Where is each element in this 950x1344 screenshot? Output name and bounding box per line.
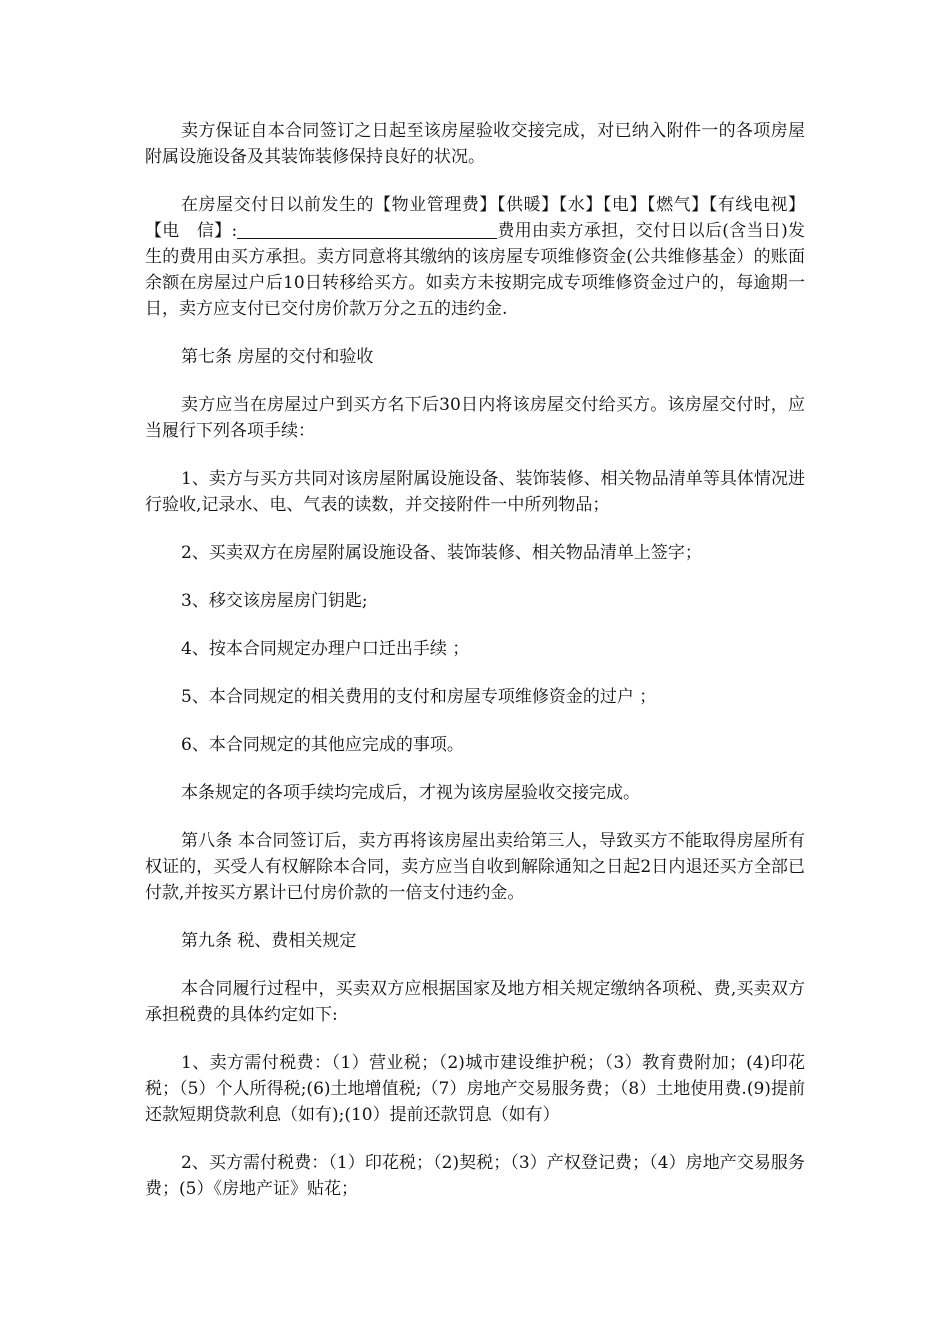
paragraph-fee-allocation xyxy=(145,192,805,322)
article-7-heading: 第七条 房屋的交付和验收 xyxy=(181,347,374,367)
paragraph-maintenance-guarantee: 卖方保证自本合同签订之日起至该房屋验收交接完成，对已纳入附件一的各项房屋附属设施设备及其装饰装修保持良好的状况。 xyxy=(145,121,805,167)
fee-allocation-lead: 在房屋交付日以前发生的【物业管理费】【供暖】【水】【电】【燃气】【有线电视】【电 信】: xyxy=(145,195,805,241)
list-item: 4、按本合同规定办理户口迁出手续 ； xyxy=(181,639,470,659)
paragraph-delivery-terms: 卖方应当在房屋过户到买方名下后30日内将该房屋交付给买方。该房屋交付时，应当履行下列各项手续： xyxy=(145,395,805,441)
article-9-heading: 第九条 税、费相关规定 xyxy=(181,931,357,951)
list-item: 5、本合同规定的相关费用的支付和房屋专项维修资金的过户 ； xyxy=(181,687,657,707)
list-item: 2、买卖双方在房屋附属设施设备、装饰装修、相关物品清单上签字； xyxy=(181,543,702,563)
list-item: 1、卖方与买方共同对该房屋附属设施设备、装饰装修、相关物品清单等具体情况进行验收,记录水、电、气表的读数，并交接附件一中所列物品； xyxy=(145,469,805,515)
document-page xyxy=(145,118,805,1224)
buyer-tax-list: 2、买方需付税费：（1）印花税；（2)契税；（3）产权登记费；（4）房地产交易服务费；(5）《房地产证》贴花； xyxy=(145,1153,805,1199)
fill-in-blank xyxy=(237,220,497,239)
list-item: 3、移交该房屋房门钥匙; xyxy=(181,591,368,611)
article-8-paragraph: 第八条 本合同签订后，卖方再将该房屋出卖给第三人，导致买方不能取得房屋所有权证的，买受人有权解除本合同，卖方应当自收到解除通知之日起2日内退还买方全部已付款,并按买方累计已付房价款的一倍支付违约金。 xyxy=(145,831,805,903)
list-item: 6、本合同规定的其他应完成的事项。 xyxy=(181,735,464,755)
fee-allocation-rest: 费用由卖方承担，交付日以后(含当日)发生的费用由买方承担。卖方同意将其缴纳的该房屋专项维修资金(公共维修基金）的账面余额在房屋过户后10日转移给买方。如卖方未按期完成专项维修资金过户的，每逾期一日，卖方应支付已交付房价款万分之五的违约金. xyxy=(145,221,805,319)
paragraph-tax-intro: 本合同履行过程中，买卖双方应根据国家及地方相关规定缴纳各项税、费,买卖双方承担税费的具体约定如下: xyxy=(145,979,805,1025)
seller-tax-list: 1、卖方需付税费：（1）营业税；（2)城市建设维护税；（3）教育费附加；(4)印花税；（5）个人所得税;(6)土地增值税;（7）房地产交易服务费；（8）土地使用费.(9)提前还款短期贷款利息（如有);(10）提前还款罚息（如有） xyxy=(145,1053,805,1125)
paragraph-completion-note: 本条规定的各项手续均完成后，才视为该房屋验收交接完成。 xyxy=(181,783,640,803)
